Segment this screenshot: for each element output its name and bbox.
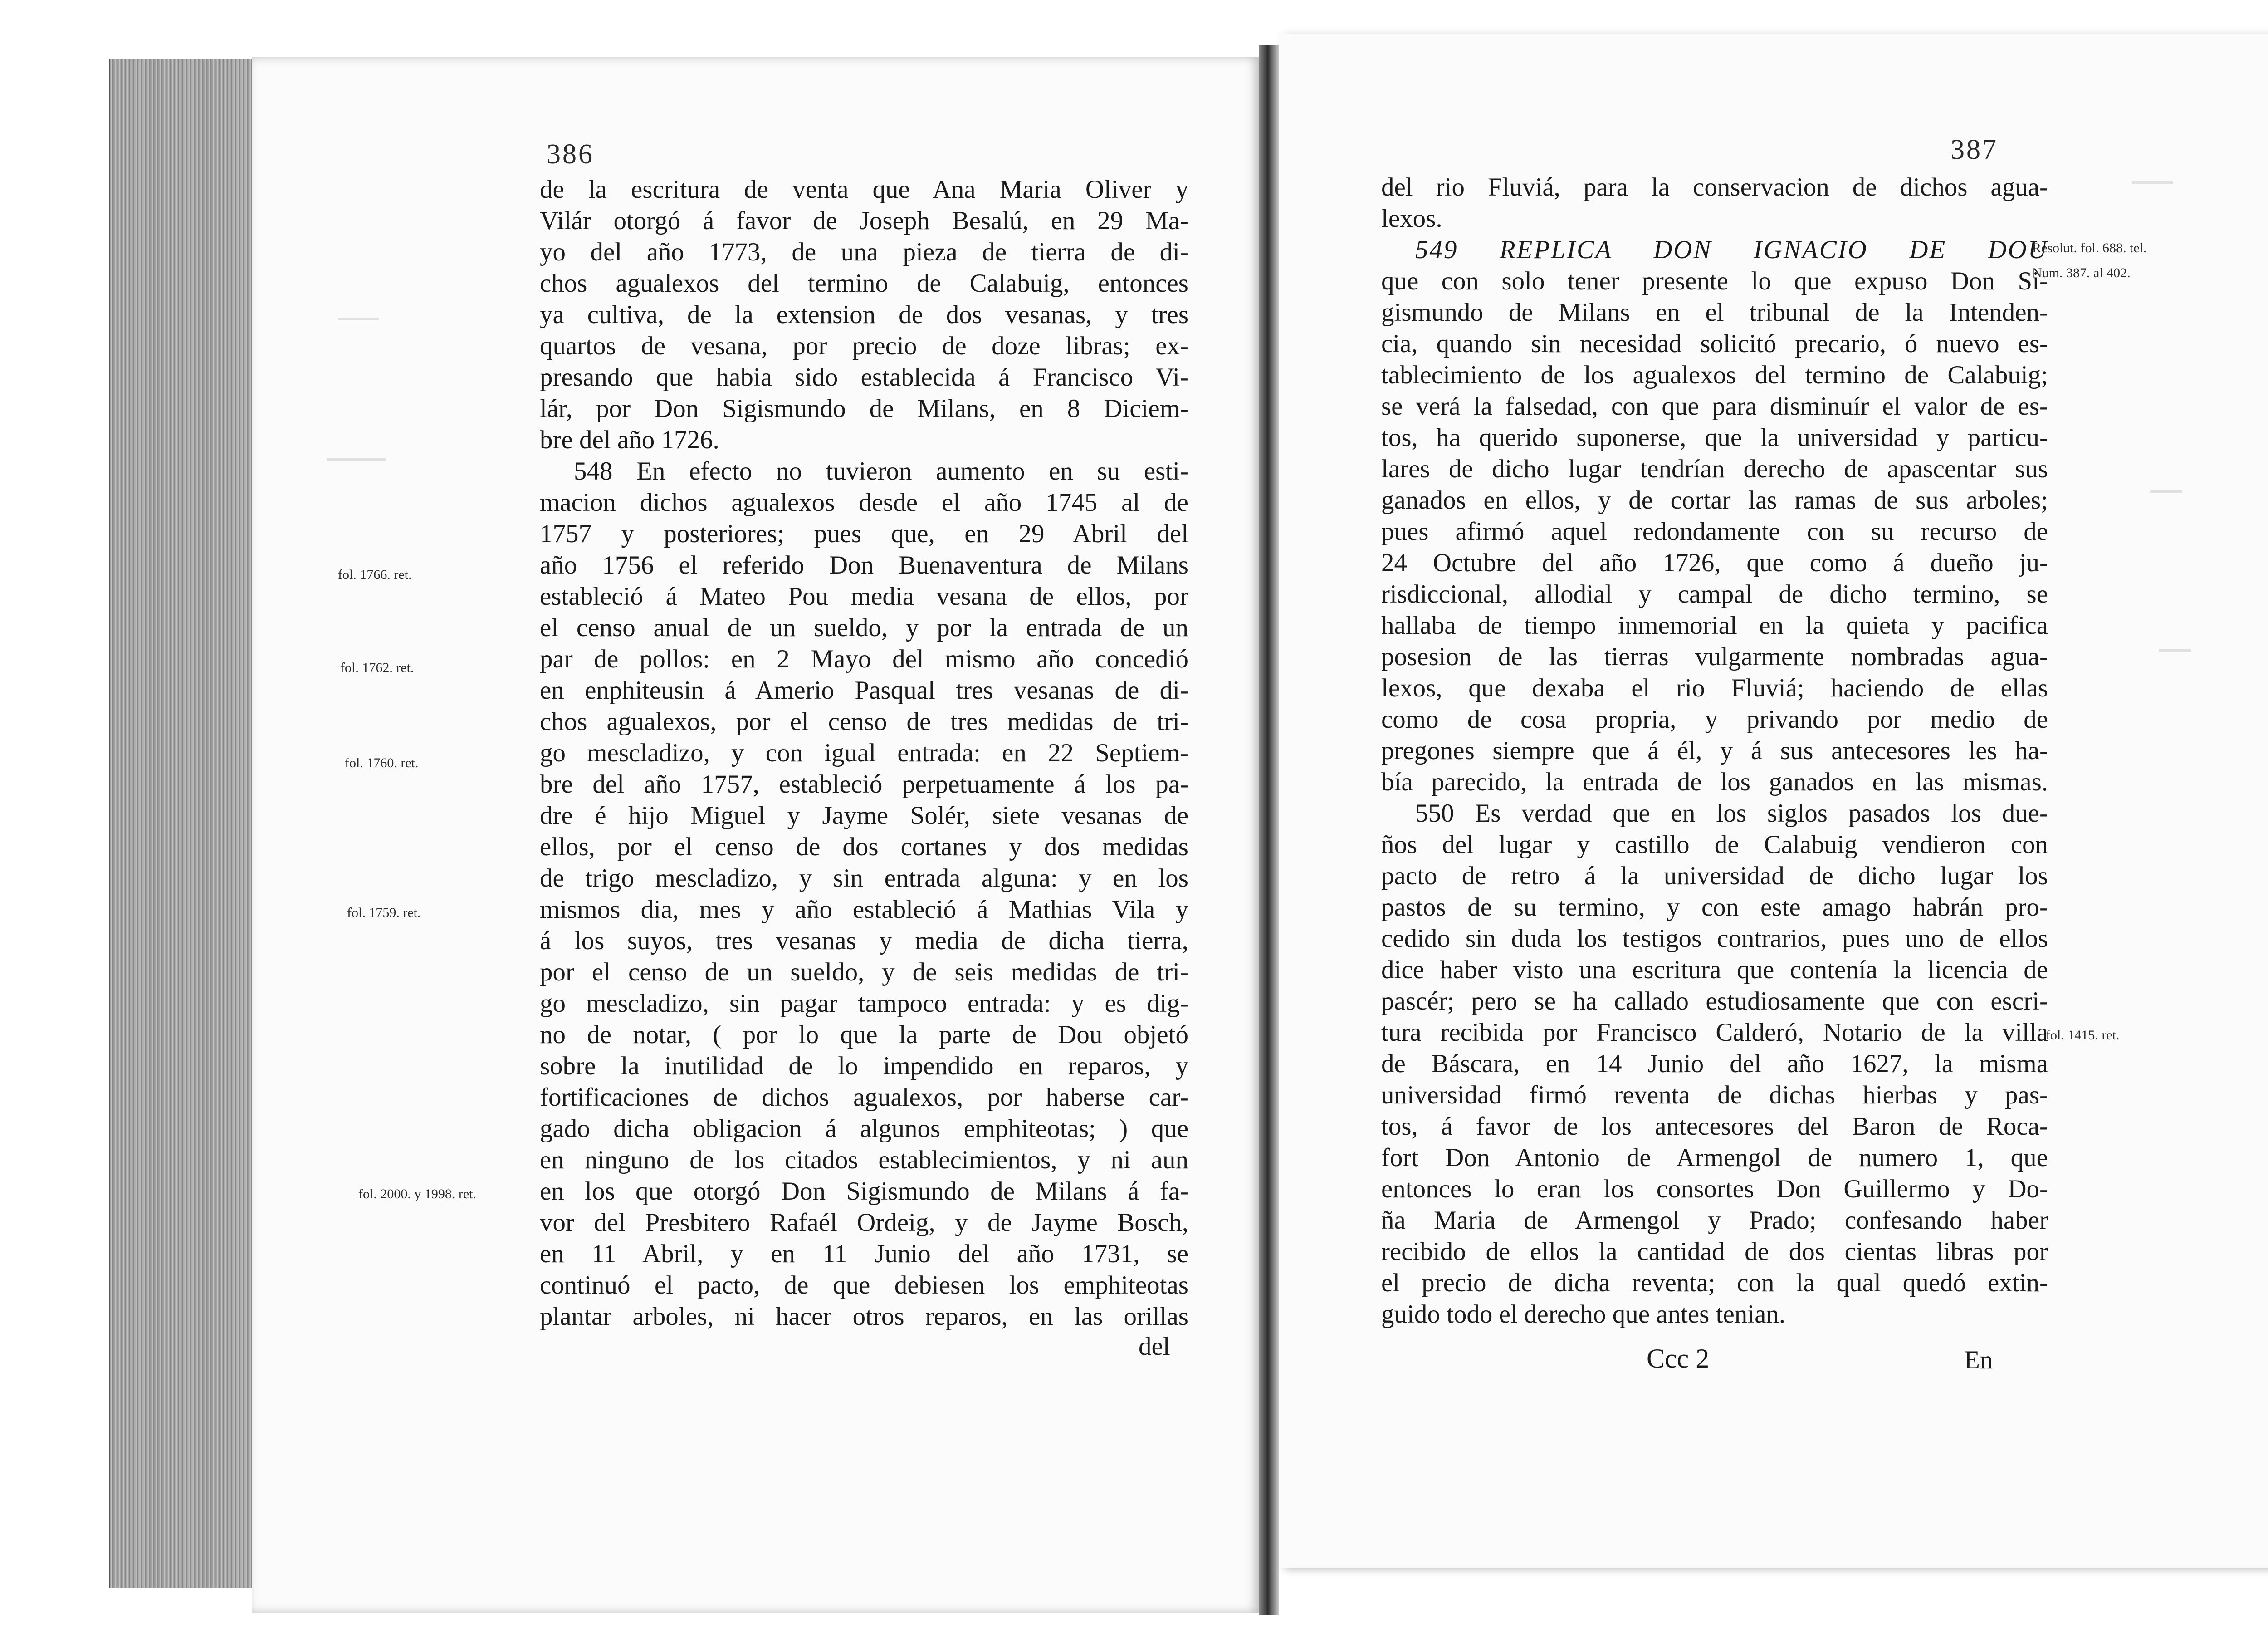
text-line: macion dichos agualexos desde el año 1745 al de <box>540 488 1188 517</box>
paragraph-start-550: 550 Es verdad que en los siglos pasados los due- <box>1415 799 2048 828</box>
margin-note: Num. 387. al 402. <box>2032 265 2131 280</box>
text-line: tos, á favor de los antecesores del Baron de Roca- <box>1381 1112 2048 1141</box>
text-line: de la escritura de venta que Ana Maria Oliver y <box>540 175 1188 204</box>
text-line: del rio Fluviá, para la conservacion de dichos agua- <box>1381 173 2048 201</box>
text-line: universidad firmó reventa de dichas hierbas y pas- <box>1381 1081 2048 1109</box>
margin-note: fol. 2000. y 1998. ret. <box>358 1186 476 1201</box>
text-line: en ninguno de los citados establecimientos, y ni aun <box>540 1146 1188 1174</box>
text-line: fort Don Antonio de Armengol de numero 1, que <box>1381 1143 2048 1172</box>
text-line: cia, quando sin necesidad solicitó precario, ó nuevo es- <box>1381 329 2048 358</box>
text-line: bía parecido, la entrada de los ganados en las mismas. <box>1381 768 2048 796</box>
text-line: como de cosa propria, y privando por medio de <box>1381 705 2048 734</box>
book-gutter <box>1259 45 1279 1615</box>
text-line: 1757 y posteriores; pues que, en 29 Abril del <box>540 520 1188 548</box>
text-line: á los suyos, tres vesanas y media de dicha tierra, <box>540 926 1188 955</box>
text-line: de Báscara, en 14 Junio del año 1627, la misma <box>1381 1049 2048 1078</box>
text-line: pascér; pero se ha callado estudiosamente que con escri- <box>1381 987 2048 1015</box>
text-line: por el censo de un sueldo, y de seis medidas de tri- <box>540 958 1188 986</box>
book-page-edges <box>109 59 260 1588</box>
text-line: pastos de su termino, y con este amago habrán pro- <box>1381 893 2048 922</box>
text-line: 24 Octubre del año 1726, que como á dueño ju- <box>1381 549 2048 577</box>
text-line: se verá la falsedad, con que para disminuír el valor de es- <box>1381 392 2048 421</box>
text-line: pues afirmó aquel redondamente con su recurso de <box>1381 517 2048 546</box>
text-line: lares de dicho lugar tendrían derecho de apascentar sus <box>1381 455 2048 483</box>
signature-mark: Ccc 2 <box>1647 1343 1710 1373</box>
text-line: Vilár otorgó á favor de Joseph Besalú, en 29 Ma- <box>540 206 1188 235</box>
text-line: ños del lugar y castillo de Calabuig vendieron con <box>1381 830 2048 859</box>
text-line: tura recibida por Francisco Calderó, Notario de la villa <box>1381 1018 2048 1047</box>
text-line: ya cultiva, de la extension de dos vesanas, y tres <box>540 300 1188 329</box>
paragraph-start-548: 548 En efecto no tuvieron aumento en su esti- <box>574 457 1188 485</box>
text-line: gismundo de Milans en el tribunal de la Intenden- <box>1381 298 2048 327</box>
show-through-mark <box>327 458 386 461</box>
text-line: lár, por Don Sigismundo de Milans, en 8 Diciem- <box>540 394 1188 423</box>
text-line: dice haber visto una escritura que contenía la licencia de <box>1381 956 2048 984</box>
left-catchword: del <box>1139 1332 1170 1361</box>
text-line: lexos. <box>1381 204 1442 233</box>
text-line: fortificaciones de dichos agualexos, por haberse car- <box>540 1083 1188 1112</box>
show-through-mark <box>2132 181 2173 184</box>
text-line: sobre la inutilidad de lo impendido en reparos, y <box>540 1052 1188 1080</box>
text-line: mismos dia, mes y año estableció á Mathias Vila y <box>540 895 1188 924</box>
right-catchword: En <box>1964 1346 1993 1374</box>
section-heading-549: 549 REPLICA DON IGNACIO DE DOU <box>1415 235 2048 264</box>
text-line: año 1756 el referido Don Buenaventura de Milans <box>540 551 1188 579</box>
text-line: posesion de las tierras vulgarmente nombradas agua- <box>1381 642 2048 671</box>
text-line: vor del Presbitero Rafaél Ordeig, y de Jayme Bosch, <box>540 1208 1188 1237</box>
text-line: el censo anual de un sueldo, y por la entrada de un <box>540 613 1188 642</box>
text-line: yo del año 1773, de una pieza de tierra de di- <box>540 238 1188 266</box>
text-line: par de pollos: en 2 Mayo del mismo año concedió <box>540 645 1188 673</box>
text-line: bre del año 1726. <box>540 426 719 454</box>
text-line: plantar arboles, ni hacer otros reparos, en las orillas <box>540 1302 1188 1331</box>
margin-note: Resolut. fol. 688. tel. <box>2032 240 2147 255</box>
text-line: entonces lo eran los consortes Don Guillermo y Do- <box>1381 1175 2048 1203</box>
margin-note: fol. 1762. ret. <box>340 660 414 675</box>
margin-note: fol. 1759. ret. <box>347 905 421 920</box>
text-line: quartos de vesana, por precio de doze libras; ex- <box>540 332 1188 360</box>
show-through-mark <box>2159 649 2191 652</box>
text-line: no de notar, ( por lo que la parte de Dou objetó <box>540 1020 1188 1049</box>
text-line: tos, ha querido suponerse, que la universidad y particu- <box>1381 423 2048 452</box>
text-line: gado dicha obligacion á algunos emphiteotas; ) que <box>540 1114 1188 1143</box>
text-line: estableció á Mateo Pou media vesana de ellos, por <box>540 582 1188 611</box>
text-line: pregones siempre que á él, y á sus antecesores les ha- <box>1381 736 2048 765</box>
text-line: recibido de ellos la cantidad de dos cientas libras por <box>1381 1237 2048 1266</box>
text-line: que con solo tener presente lo que expuso Don Si- <box>1381 267 2048 295</box>
right-page-text <box>1381 172 2048 1330</box>
text-line: continuó el pacto, de que debiesen los emphiteotas <box>540 1271 1188 1299</box>
text-line: chos agualexos, por el censo de tres medidas de tri- <box>540 707 1188 736</box>
margin-note: fol. 1415. ret. <box>2046 1028 2120 1043</box>
text-line: pacto de retro á la universidad de dicho lugar los <box>1381 862 2048 890</box>
margin-note: fol. 1760. ret. <box>345 755 419 770</box>
text-line: go mescladizo, y con igual entrada: en 22 Septiem- <box>540 739 1188 767</box>
text-line: en los que otorgó Don Sigismundo de Milans á fa- <box>540 1177 1188 1206</box>
text-line: lexos, que dexaba el rio Fluviá; haciendo de ellas <box>1381 674 2048 702</box>
show-through-mark <box>338 318 379 320</box>
text-line: hallaba de tiempo inmemorial en la quieta y pacifica <box>1381 611 2048 640</box>
text-line: ña Maria de Armengol y Prado; confesando haber <box>1381 1206 2048 1235</box>
text-line: cedido sin duda los testigos contrarios, pues uno de ellos <box>1381 924 2048 953</box>
right-page-number: 387 <box>1950 134 1998 165</box>
text-line: guido todo el derecho que antes tenian. <box>1381 1300 1786 1328</box>
text-line: ellos, por el censo de dos cortanes y dos medidas <box>540 833 1188 861</box>
text-line: el precio de dicha reventa; con la qual quedó extin- <box>1381 1269 2048 1297</box>
show-through-mark <box>2150 490 2182 493</box>
text-line: bre del año 1757, estableció perpetuamente á los pa- <box>540 770 1188 799</box>
text-line: tablecimiento de los agualexos del termino de Calabuig; <box>1381 361 2048 389</box>
left-page-number: 386 <box>547 139 594 170</box>
text-line: de trigo mescladizo, y sin entrada alguna: y en los <box>540 864 1188 892</box>
left-page-text <box>540 174 1188 1332</box>
text-line: presando que habia sido establecida á Francisco Vi- <box>540 363 1188 392</box>
text-line: dre é hijo Miguel y Jayme Solér, siete vesanas de <box>540 801 1188 830</box>
text-line: en 11 Abril, y en 11 Junio del año 1731, se <box>540 1240 1188 1268</box>
text-line: en enphiteusin á Amerio Pasqual tres vesanas de di- <box>540 676 1188 705</box>
text-line: risdiccional, allodial y campal de dicho termino, se <box>1381 580 2048 608</box>
text-line: go mescladizo, sin pagar tampoco entrada: y es dig- <box>540 989 1188 1018</box>
text-line: ganados en ellos, y de cortar las ramas de sus arboles; <box>1381 486 2048 515</box>
text-line: chos agualexos del termino de Calabuig, entonces <box>540 269 1188 298</box>
margin-note: fol. 1766. ret. <box>338 567 412 582</box>
